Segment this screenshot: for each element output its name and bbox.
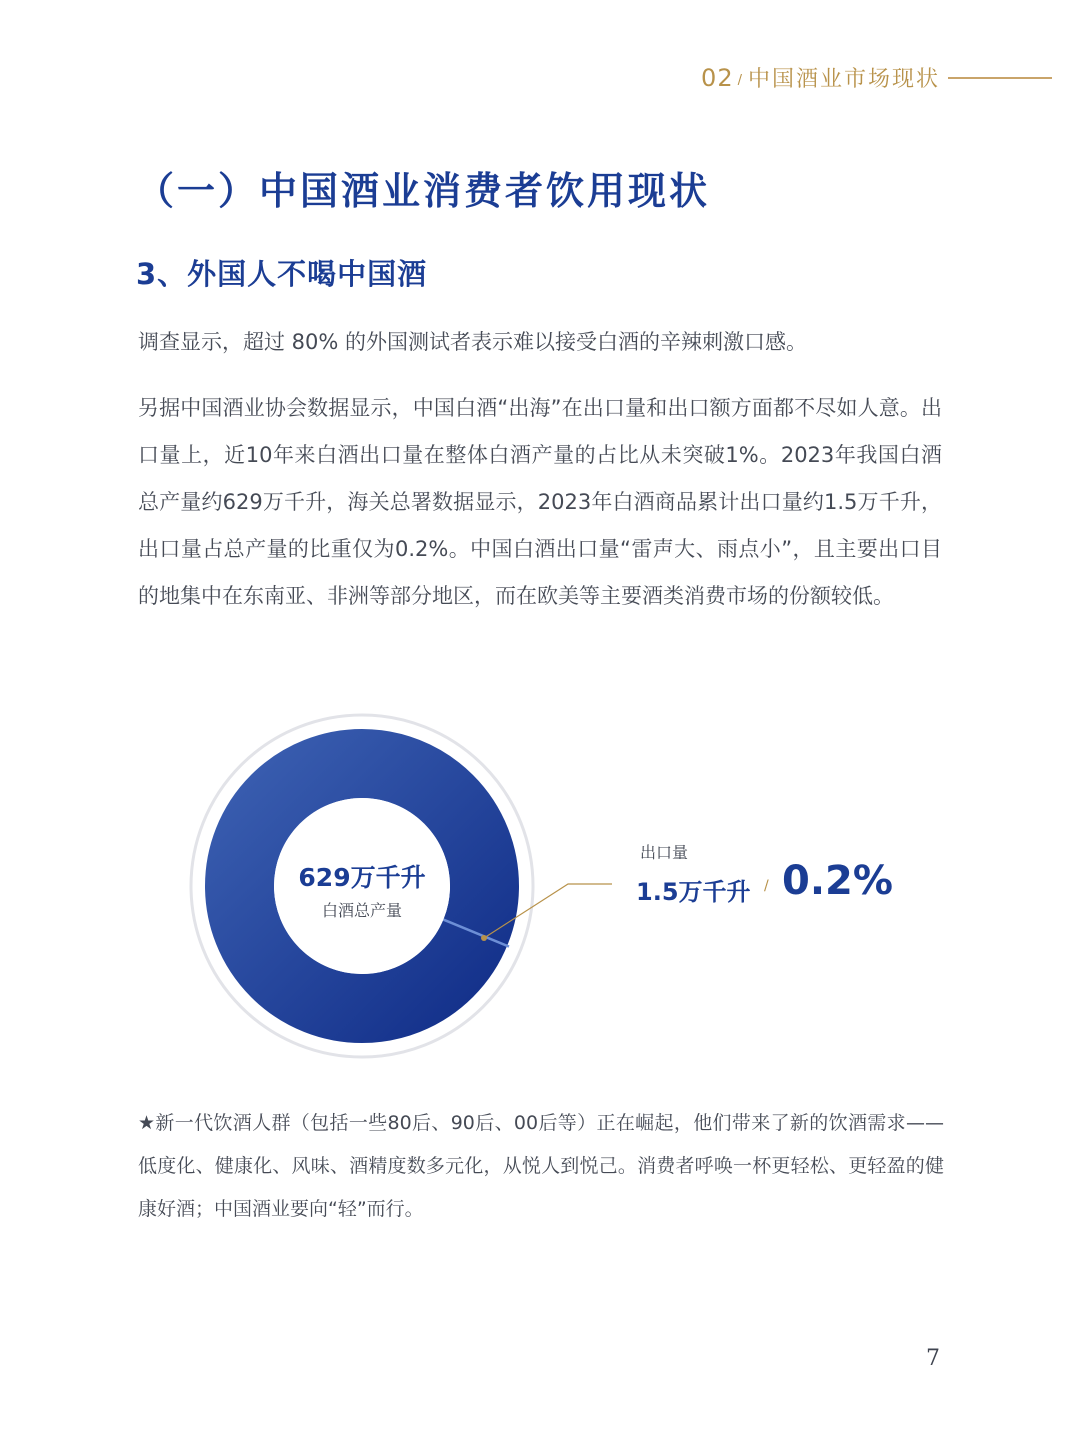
leader-polyline [484, 884, 612, 938]
paragraph-export-data: 另据中国酒业协会数据显示，中国白酒“出海”在出口量和出口额方面都不尽如人意。出口量上，近10年来白酒出口量在整体白酒产量的占比从未突破1%。2023年我国白酒总产量约629万千升，海关总署数据显示，2023年白酒商品累计出口量约1.5万千升，出口量占总产量的比重仅为0.2%。中国白酒出口量“雷声大、雨点小”，且主要出口目的地集中在东南亚、非洲等部分地区，而在欧美等主要酒类消费市场的份额较低。 [138, 396, 942, 608]
leader-dot [481, 935, 487, 941]
trend-note: ★新一代饮酒人群（包括一些80后、90后、00后等）正在崛起，他们带来了新的饮酒需求——低度化、健康化、风味、酒精度数多元化，从悦人到悦己。消费者呼唤一杯更轻松、更轻盈的健康好酒；中国酒业要向“轻”而行。 [138, 1112, 944, 1220]
chapter-number: 02 [701, 63, 734, 92]
export-amount: 1.5万千升 [636, 878, 751, 906]
chapter-title: 中国酒业市场现状 [747, 67, 940, 92]
section-title: （一）中国酒业消费者饮用现状 [136, 169, 711, 213]
export-label: 出口量 [640, 843, 689, 862]
export-percent: 0.2% [782, 858, 893, 904]
chapter-separator: / [737, 73, 742, 88]
page-number: 7 [926, 1346, 940, 1371]
export-separator: / [764, 878, 769, 894]
total-production-caption: 白酒总产量 [321, 901, 402, 920]
paragraph-survey: 调查显示，超过 80% 的外国测试者表示难以接受白酒的辛辣刺激口感。 [138, 330, 808, 354]
subsection-title: 3、外国人不喝中国酒 [136, 257, 428, 291]
total-production-value: 629万千升 [298, 863, 426, 892]
